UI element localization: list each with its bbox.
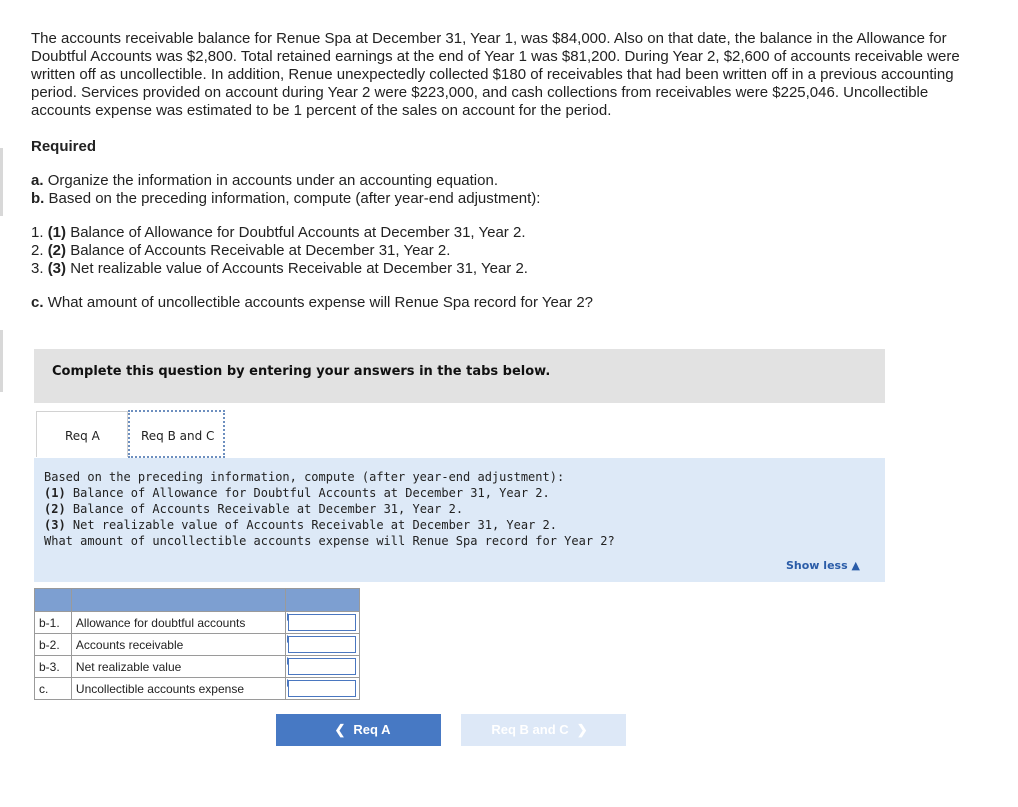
prev-req-a-button[interactable]: [276, 714, 441, 746]
net-realizable-value-input[interactable]: [288, 658, 356, 675]
row-number: b-1.: [35, 612, 72, 634]
row-number: b-2.: [35, 634, 72, 656]
required-heading: Required: [31, 138, 97, 155]
row-number: b-3.: [35, 656, 72, 678]
requirement-c-text: What amount of uncollectible accounts expense will Renue Spa record for Year 2?: [47, 294, 594, 311]
show-less-link[interactable]: Show less ▲: [786, 559, 860, 572]
requirement-b-text: Based on the preceding information, compute (after year-end adjustment):: [48, 190, 541, 207]
requirement-c-label: c.: [31, 294, 44, 311]
requirement-b: [31, 190, 540, 207]
next-button-label: Req B and C: [491, 722, 569, 737]
instructions-panel: [34, 458, 885, 582]
table-row: [35, 656, 360, 678]
requirement-item-2: 2. (2) Balance of Accounts Receivable at December 31, Year 2.: [31, 242, 451, 259]
requirement-a-text: Organize the information in accounts under an accounting equation.: [47, 172, 498, 189]
left-edge-marker-top: [0, 148, 3, 216]
requirement-a-label: a.: [31, 172, 44, 189]
accounts-receivable-input[interactable]: [288, 636, 356, 653]
table-row: [35, 678, 360, 700]
next-req-b-and-c-button: [461, 714, 626, 746]
table-row: [35, 634, 360, 656]
tab-req-b-and-c[interactable]: [128, 410, 225, 458]
answer-table: [34, 588, 360, 700]
caret-up-icon: ▲: [851, 559, 860, 572]
requirement-item-3: 3. (3) Net realizable value of Accounts Receivable at December 31, Year 2.: [31, 260, 528, 277]
allowance-input[interactable]: [288, 614, 356, 631]
info-line-3: (3) Net realizable value of Accounts Receivable at December 31, Year 2.: [44, 518, 557, 532]
info-line-1: (1) Balance of Allowance for Doubtful Accounts at December 31, Year 2.: [44, 486, 550, 500]
requirement-b-label: b.: [31, 190, 45, 207]
prev-button-label: Req A: [353, 722, 391, 737]
requirement-a: [31, 172, 498, 189]
info-question: What amount of uncollectible accounts expense will Renue Spa record for Year 2?: [44, 534, 615, 548]
answer-table-header: [35, 589, 360, 612]
chevron-right-icon: ❯: [576, 722, 588, 737]
left-edge-marker-bottom: [0, 330, 3, 392]
requirement-c: [31, 294, 593, 311]
table-row: [35, 612, 360, 634]
row-label: Uncollectible accounts expense: [71, 678, 285, 700]
uncollectible-expense-input[interactable]: [288, 680, 356, 697]
problem-statement: The accounts receivable balance for Renue Spa at December 31, Year 1, was $84,000. Also on that date, the balance in the Allowance for Doubtful Accounts was $2,800. Total retained earnings at the end of Year 1 was $81,200. During Year 2, $2,600 of accounts receivable were written off as uncollectible. In addition, Renue unexpectedly collected $180 of receivables that had been written off in a previous accounting period. Services provided on account during Year 2 were $223,000, and cash collections from receivables were $225,046. Uncollectible accounts expense was estimated to be 1 percent of the sales on account for the period.: [31, 30, 960, 119]
info-intro: Based on the preceding information, compute (after year-end adjustment):: [44, 470, 565, 484]
instruction-banner: [34, 349, 885, 403]
info-line-2: (2) Balance of Accounts Receivable at December 31, Year 2.: [44, 502, 464, 516]
instruction-banner-text: Complete this question by entering your answers in the tabs below.: [52, 364, 551, 379]
tab-req-a[interactable]: [36, 411, 128, 457]
row-label: Allowance for doubtful accounts: [71, 612, 285, 634]
row-number: c.: [35, 678, 72, 700]
tab-req-b-and-c-label: Req B and C: [141, 429, 215, 443]
tab-req-a-label: Req A: [65, 429, 100, 443]
chevron-left-icon: ❮: [334, 722, 346, 737]
row-label: Accounts receivable: [71, 634, 285, 656]
requirement-item-1: 1. (1) Balance of Allowance for Doubtful Accounts at December 31, Year 2.: [31, 224, 526, 241]
row-label: Net realizable value: [71, 656, 285, 678]
